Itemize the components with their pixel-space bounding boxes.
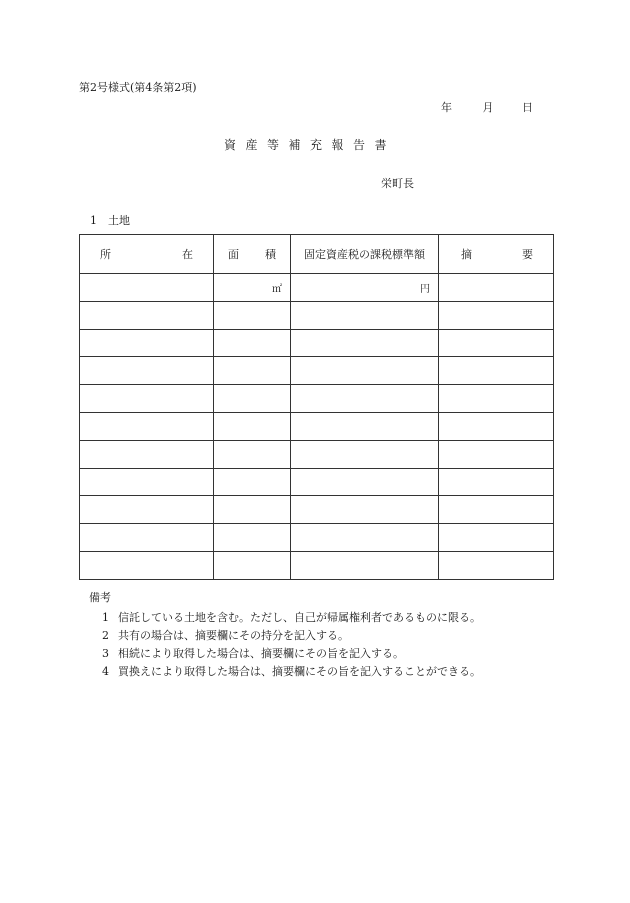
date-day-label: 日 [522, 101, 533, 114]
tax-value-cell[interactable] [291, 274, 439, 302]
area-cell[interactable] [214, 412, 291, 440]
land-table [79, 234, 554, 580]
header-location [80, 235, 214, 274]
table-row [80, 274, 554, 302]
location-cell[interactable] [80, 412, 214, 440]
location-cell[interactable] [80, 440, 214, 468]
notes-title: 備考 [89, 591, 111, 604]
location-cell[interactable] [80, 274, 214, 302]
remarks-cell[interactable] [439, 274, 554, 302]
header-area [214, 235, 291, 274]
tax-value-cell[interactable] [291, 524, 439, 552]
addressee: 栄町長 [381, 177, 414, 190]
remarks-cell[interactable] [439, 301, 554, 329]
date-line [441, 99, 533, 115]
remarks-cell[interactable] [439, 496, 554, 524]
header-remarks [439, 235, 554, 274]
note-text: 相続により取得した場合は、摘要欄にその旨を記入する。 [118, 647, 404, 660]
location-cell[interactable] [80, 468, 214, 496]
table-row [80, 551, 554, 579]
date-year-label: 年 [441, 101, 452, 114]
note-number: 1 [102, 611, 109, 624]
table-row [80, 524, 554, 552]
table-body [80, 274, 554, 580]
area-cell[interactable] [214, 385, 291, 413]
tax-value-cell[interactable] [291, 412, 439, 440]
tax-value-cell[interactable] [291, 496, 439, 524]
tax-value-unit: 円 [420, 283, 430, 295]
table-row [80, 468, 554, 496]
area-unit: ㎡ [272, 283, 282, 295]
header-area-char-2: 積 [265, 248, 276, 261]
table-header-row [80, 235, 554, 274]
table-row [80, 496, 554, 524]
header-area-char-1: 面 [228, 248, 239, 261]
area-cell[interactable] [214, 274, 291, 302]
table-row [80, 301, 554, 329]
note-text: 信託している土地を含む。ただし、自己が帰属権利者であるものに限る。 [118, 611, 481, 624]
table-row [80, 412, 554, 440]
location-cell[interactable] [80, 524, 214, 552]
area-cell[interactable] [214, 468, 291, 496]
note-number: 4 [102, 665, 109, 678]
remarks-cell[interactable] [439, 551, 554, 579]
header-tax-value: 固定資産税の課税標準額 [291, 235, 439, 274]
remarks-cell[interactable] [439, 440, 554, 468]
header-remarks-char-1: 摘 [461, 248, 472, 261]
document-title: 資産等補充報告書 [224, 138, 397, 152]
table-row [80, 357, 554, 385]
area-cell[interactable] [214, 496, 291, 524]
note-number: 3 [102, 647, 109, 660]
location-cell[interactable] [80, 357, 214, 385]
note-number: 2 [102, 629, 109, 642]
table-row [80, 440, 554, 468]
note-text: 共有の場合は、摘要欄にその持分を記入する。 [118, 629, 349, 642]
tax-value-cell[interactable] [291, 440, 439, 468]
area-cell[interactable] [214, 551, 291, 579]
note-text: 買換えにより取得した場合は、摘要欄にその旨を記入することができる。 [118, 665, 481, 678]
remarks-cell[interactable] [439, 412, 554, 440]
area-cell[interactable] [214, 329, 291, 357]
tax-value-cell[interactable] [291, 385, 439, 413]
tax-value-cell[interactable] [291, 551, 439, 579]
remarks-cell[interactable] [439, 468, 554, 496]
tax-value-cell[interactable] [291, 357, 439, 385]
table-row [80, 329, 554, 357]
location-cell[interactable] [80, 496, 214, 524]
area-cell[interactable] [214, 357, 291, 385]
note-item [102, 627, 349, 643]
remarks-cell[interactable] [439, 329, 554, 357]
header-location-char-1: 所 [100, 248, 111, 261]
header-location-char-2: 在 [182, 248, 193, 261]
location-cell[interactable] [80, 551, 214, 579]
note-item [102, 645, 404, 661]
table-row [80, 385, 554, 413]
form-number: 第2号様式(第4条第2項) [79, 81, 197, 94]
note-item [102, 663, 481, 679]
tax-value-cell[interactable] [291, 301, 439, 329]
tax-value-cell[interactable] [291, 468, 439, 496]
tax-value-cell[interactable] [291, 329, 439, 357]
remarks-cell[interactable] [439, 524, 554, 552]
area-cell[interactable] [214, 301, 291, 329]
area-cell[interactable] [214, 440, 291, 468]
location-cell[interactable] [80, 385, 214, 413]
location-cell[interactable] [80, 329, 214, 357]
section-heading: 1 土地 [90, 214, 130, 227]
header-remarks-char-2: 要 [522, 248, 533, 261]
date-month-label: 月 [482, 101, 494, 114]
remarks-cell[interactable] [439, 357, 554, 385]
area-cell[interactable] [214, 524, 291, 552]
remarks-cell[interactable] [439, 385, 554, 413]
note-item [102, 609, 481, 625]
location-cell[interactable] [80, 301, 214, 329]
